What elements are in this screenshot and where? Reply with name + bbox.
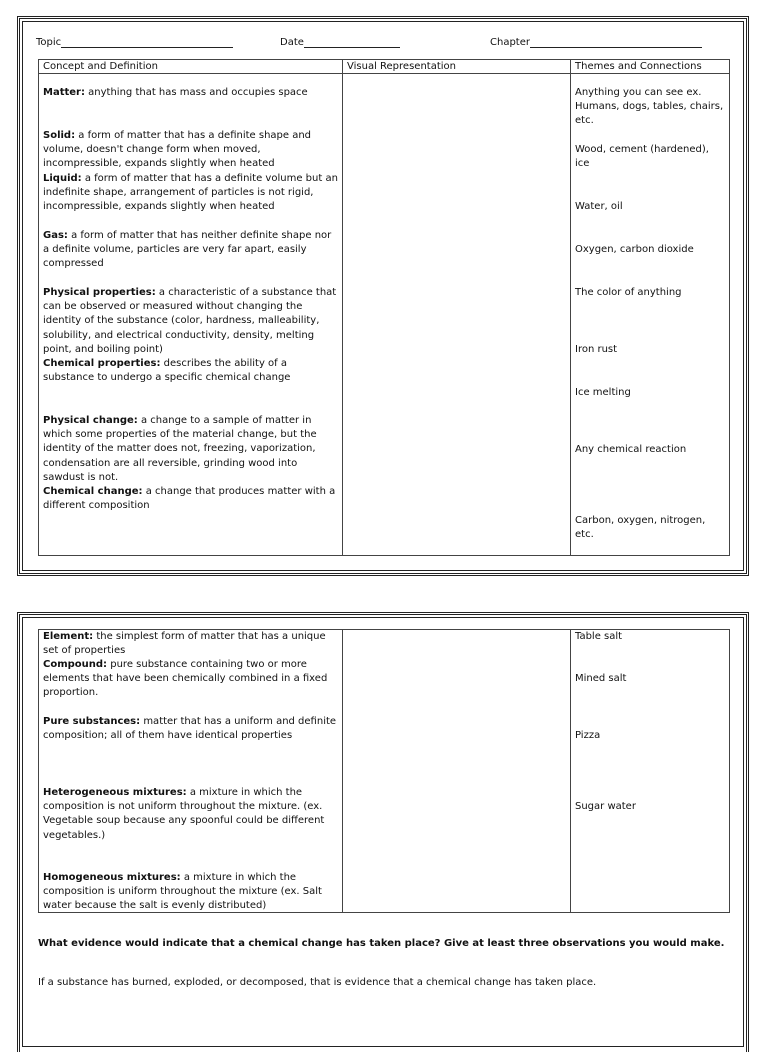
concept-table-continued [38, 629, 730, 913]
concept-table [38, 59, 730, 556]
concept-cell [39, 74, 343, 556]
worksheet-page-2 [17, 612, 749, 1052]
connection-physical-change: Ice melting [575, 387, 631, 398]
column-header-concept: Concept and Definition [39, 60, 343, 74]
concept-physical-change: Physical change: a change to a sample of matter in which some properties of the material change, but the identity of the matter does not, freezing, vaporization, condensation are all reversible, grinding wood into sawdust is not. [43, 415, 317, 483]
connection-compound: Mined salt [575, 673, 627, 684]
evidence-question: What evidence would indicate that a chemical change has taken place? Give at least three observations you would make. [38, 938, 725, 949]
concept-homogeneous-mixtures: Homogeneous mixtures: a mixture in which the composition is uniform throughout the mixture (ex. Salt water because the salt is evenly distributed) [43, 872, 322, 912]
themes-cell [571, 630, 730, 913]
evidence-answer[interactable]: If a substance has burned, exploded, or decomposed, that is evidence that a chemical change has taken place. [38, 977, 597, 988]
visual-cell[interactable] [343, 630, 571, 913]
worksheet-header [36, 37, 736, 51]
concept-matter: Matter: anything that has mass and occupies space [43, 87, 308, 98]
connection-homogeneous: Sugar water [575, 801, 636, 812]
chapter-field[interactable]: Chapter [490, 37, 702, 48]
concept-pure-substances: Pure substances: matter that has a uniform and definite composition; all of them have identical properties [43, 716, 337, 742]
column-header-themes: Themes and Connections [571, 60, 730, 74]
connection-chemical-properties: Iron rust [575, 344, 618, 355]
date-field[interactable]: Date [280, 37, 400, 48]
concept-liquid: Liquid: a form of matter that has a definite volume but an indefinite shape, arrangement of particles is not rigid, incompressible, expands slightly when heated [43, 173, 338, 213]
concept-physical-properties: Physical properties: a characteristic of a substance that can be observed or measured without changing the identity of the substance (color, hardness, malleability, solubility, and electrical conductivity, density, melting point, and boiling point) [43, 287, 337, 355]
connection-heterogeneous: Pizza [575, 730, 601, 741]
concept-gas: Gas: a form of matter that has neither definite shape nor a definite volume, particles are very far apart, easily compressed [43, 230, 332, 270]
concept-cell [39, 630, 343, 913]
connection-gas: Oxygen, carbon dioxide [575, 244, 694, 255]
connection-solid: Wood, cement (hardened), ice [575, 144, 709, 170]
concept-solid: Solid: a form of matter that has a definite shape and volume, doesn't change form when moved, incompressible, expands slightly when heated [43, 130, 312, 170]
connection-element: Table salt [575, 631, 623, 642]
concept-chemical-change: Chemical change: a change that produces matter with a different composition [43, 486, 336, 512]
connection-physical-properties: The color of anything [575, 287, 682, 298]
connection-matter: Anything you can see ex. Humans, dogs, tables, chairs, etc. [575, 87, 724, 127]
column-header-visual: Visual Representation [343, 60, 571, 74]
concept-chemical-properties: Chemical properties: describes the ability of a substance to undergo a specific chemical change [43, 358, 291, 384]
worksheet-page-1 [17, 16, 749, 576]
concept-heterogeneous-mixtures: Heterogeneous mixtures: a mixture in which the composition is not uniform throughout the mixture. (ex. Vegetable soup because any spoonful could be different vegetables.) [43, 787, 325, 841]
connection-chemical-change: Any chemical reaction [575, 444, 687, 455]
topic-field[interactable]: Topic [36, 37, 233, 48]
themes-cell [571, 74, 730, 556]
concept-compound: Compound: pure substance containing two or more elements that have been chemically combined in a fixed proportion. [43, 659, 328, 699]
connection-element-examples: Carbon, oxygen, nitrogen, etc. [575, 515, 706, 541]
visual-cell[interactable] [343, 74, 571, 556]
concept-element: Element: the simplest form of matter that has a unique set of properties [43, 631, 326, 657]
connection-liquid: Water, oil [575, 201, 623, 212]
